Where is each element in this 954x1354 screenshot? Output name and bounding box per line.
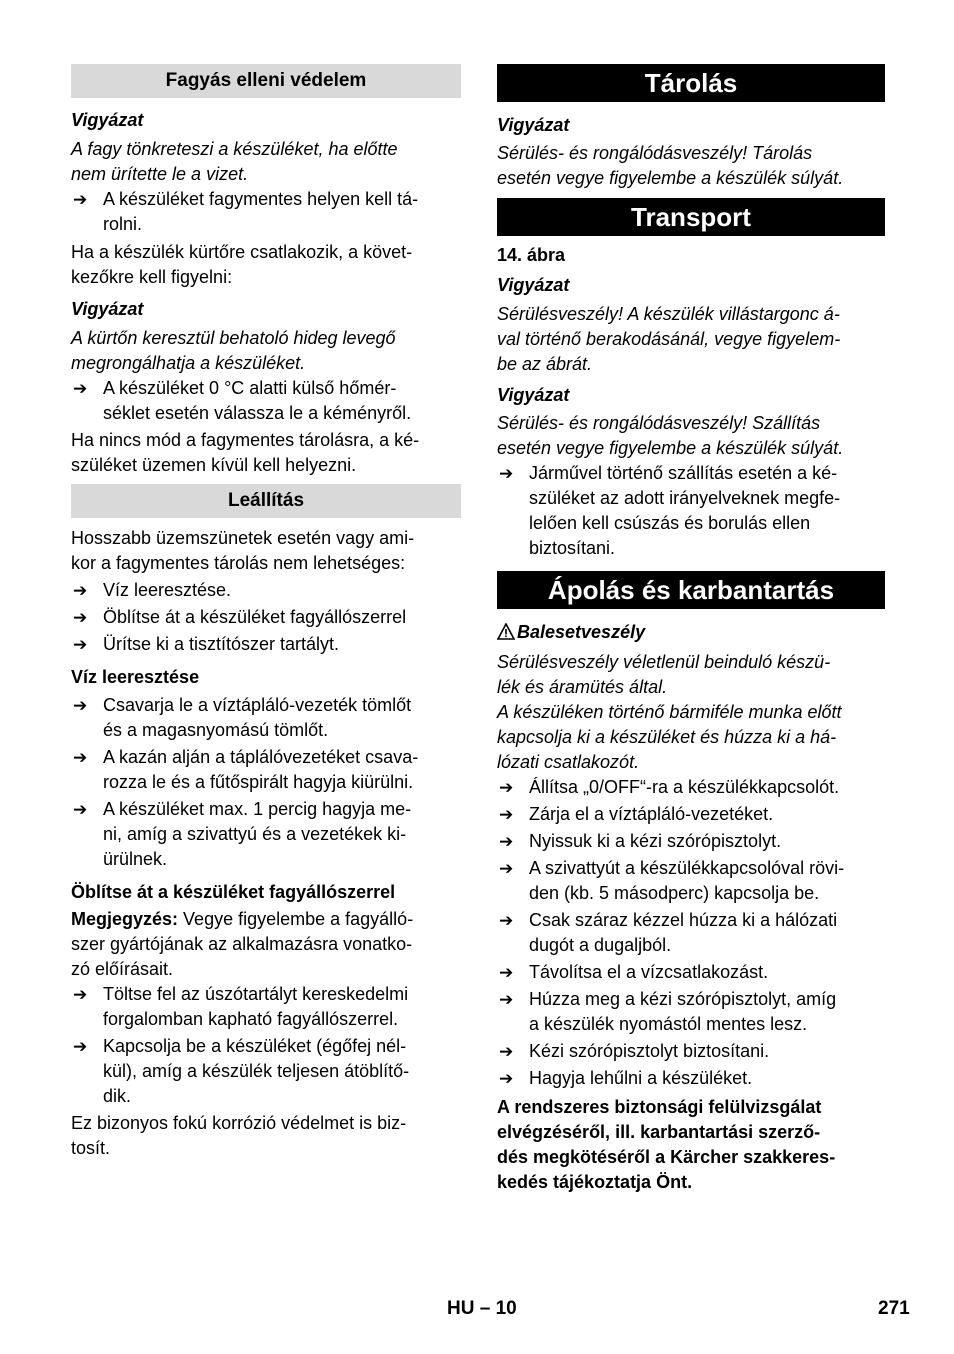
list-item: ➔ A készüléket fagymentes helyen kell tá- rolni. [73,189,419,234]
warning-label: Vigyázat [71,110,144,130]
arrow-right-icon: ➔ [73,190,88,209]
warning-text: Sérülés- és rongálódásveszély! Szállítás esetén vegye figyelembe a készülék súlyát. [497,413,844,458]
arrow-right-icon: ➔ [73,608,88,627]
drain-subheading: Víz leeresztése [71,667,200,687]
arrow-right-icon: ➔ [73,748,88,767]
arrow-right-icon: ➔ [73,1037,88,1056]
arrow-right-icon: ➔ [499,859,514,878]
flush-subheading: Öblítse át a készüléket fagyállószerrel [71,882,396,902]
storage-heading: Tárolás [497,64,885,102]
arrow-right-icon: ➔ [499,464,514,483]
danger-text: Sérülésveszély véletlenül beinduló készü- lék és áramütés által. A készüléken történő bármiféle munka előtt kapcsolja ki a készüléket és húzza ki a há- lózati csatlakozót. [497,652,842,772]
arrow-right-icon: ➔ [499,1042,514,1061]
list-item: ➔ A kazán alján a táplálóvezetéket csava- rozza le és a fűtőspirált hagyja kiürülni. [73,747,419,792]
list-item: ➔ A szivattyút a készülékkapcsolóval rövi- den (kb. 5 másodperc) kapcsolja be. [499,858,845,903]
list-item: ➔ Öblítse át a készüléket fagyállószerrel [71,605,461,630]
warning-label: Vigyázat [71,299,144,319]
list-item: ➔ Töltse fel az úszótartályt kereskedelmi forgalomban kapható fagyállószerrel. [73,984,409,1029]
warning-text: Sérülésveszély! A készülék villástargonc á- val történő berakodásánál, vegye figyelem- be az ábrát. [497,304,841,374]
frost-protection-heading: Fagyás elleni védelem [71,64,461,98]
list-item: ➔ Járművel történő szállítás esetén a ké- szüléket az adott irányelveknek megfe- lelően kell csúszás és borulás ellen biztosítani. [499,463,841,558]
list-item: ➔ Távolítsa el a vízcsatlakozást. [497,960,885,985]
warning-text: A kürtőn keresztül behatoló hideg levegő megrongálhatja a készüléket. [71,328,396,373]
arrow-right-icon: ➔ [499,805,514,824]
danger-label: Balesetveszély [497,620,885,647]
service-info-paragraph: A rendszeres biztonsági felülvizsgálat elvégzéséről, ill. karbantartási szerző- dés megkötéséről a Kärcher szakkeres- kedés tájékoztatja Önt. [497,1097,836,1192]
list-item: ➔ A készüléket max. 1 percig hagyja me- ni, amíg a szivattyú és a vezetékek ki- ürülnek. [73,799,412,869]
list-item: ➔ Ürítse ki a tisztítószer tartályt. [71,632,461,657]
list-item: ➔ Húzza meg a kézi szórópisztolyt, amíg a készülék nyomástól mentes lesz. [499,989,837,1034]
paragraph: Ha nincs mód a fagymentes tárolásra, a ké- szüléket üzemen kívül kell helyezni. [71,430,420,475]
arrow-right-icon: ➔ [73,581,88,600]
arrow-right-icon: ➔ [73,635,88,654]
arrow-right-icon: ➔ [499,1069,514,1088]
arrow-right-icon: ➔ [499,990,514,1009]
list-item: ➔ Kapcsolja be a készüléket (égőfej nél- kül), amíg a készülék teljesen átöblítő- dik. [73,1036,410,1106]
warning-triangle-icon [497,622,517,647]
warning-text: Sérülés- és rongálódásveszély! Tárolás esetén vegye figyelembe a készülék súlyát. [497,143,844,188]
list-item: ➔ Csavarja le a víztápláló-vezeték tömlőt és a magasnyomású tömlőt. [73,695,412,740]
warning-label: Vigyázat [497,115,570,135]
list-item: ➔ Hagyja lehűlni a készüléket. [497,1066,885,1091]
arrow-right-icon: ➔ [499,832,514,851]
arrow-right-icon: ➔ [73,800,88,819]
paragraph: Ha a készülék kürtőre csatlakozik, a követ- kezőkre kell figyelni: [71,242,413,287]
list-item: ➔ Zárja el a víztápláló-vezetéket. [497,802,885,827]
arrow-right-icon: ➔ [499,778,514,797]
warning-text: A fagy tönkreteszi a készüléket, ha előtte nem ürítette le a vizet. [71,139,398,184]
paragraph: Hosszabb üzemszünetek esetén vagy ami- kor a fagymentes tárolás nem lehetséges: [71,528,415,573]
list-item: ➔ Kézi szórópisztolyt biztosítani. [497,1039,885,1064]
page-label: HU – 10 [447,1298,517,1319]
page-number: 271 [878,1298,910,1319]
warning-label: Vigyázat [497,385,570,405]
paragraph: Ez bizonyos fokú korrózió védelmet is biz- tosít. [71,1113,407,1158]
transport-heading: Transport [497,198,885,236]
arrow-right-icon: ➔ [73,985,88,1004]
left-column [71,64,461,1161]
warning-label: Vigyázat [497,275,570,295]
arrow-right-icon: ➔ [499,911,514,930]
list-item: ➔ A készüléket 0 °C alatti külső hőmér- séklet esetén válassza le a kéményről. [73,378,412,423]
shutdown-heading: Leállítás [71,484,461,518]
list-item: ➔ Csak száraz kézzel húzza ki a hálózati dugót a dugaljból. [499,910,838,955]
maintenance-heading: Ápolás és karbantartás [497,571,885,609]
arrow-right-icon: ➔ [73,696,88,715]
note-paragraph: Megjegyzés: Vegye figyelembe a fagyálló- szer gyártójának az alkalmazásra vonatko- zó előírásait. [71,909,414,979]
list-item: ➔ Állítsa „0/OFF“-ra a készülékkapcsolót. [497,775,885,800]
list-item: ➔ Víz leeresztése. [71,578,461,603]
arrow-right-icon: ➔ [73,379,88,398]
figure-reference: 14. ábra [497,245,566,265]
list-item: ➔ Nyissuk ki a kézi szórópisztolyt. [497,829,885,854]
right-column [497,64,885,1195]
arrow-right-icon: ➔ [499,963,514,982]
